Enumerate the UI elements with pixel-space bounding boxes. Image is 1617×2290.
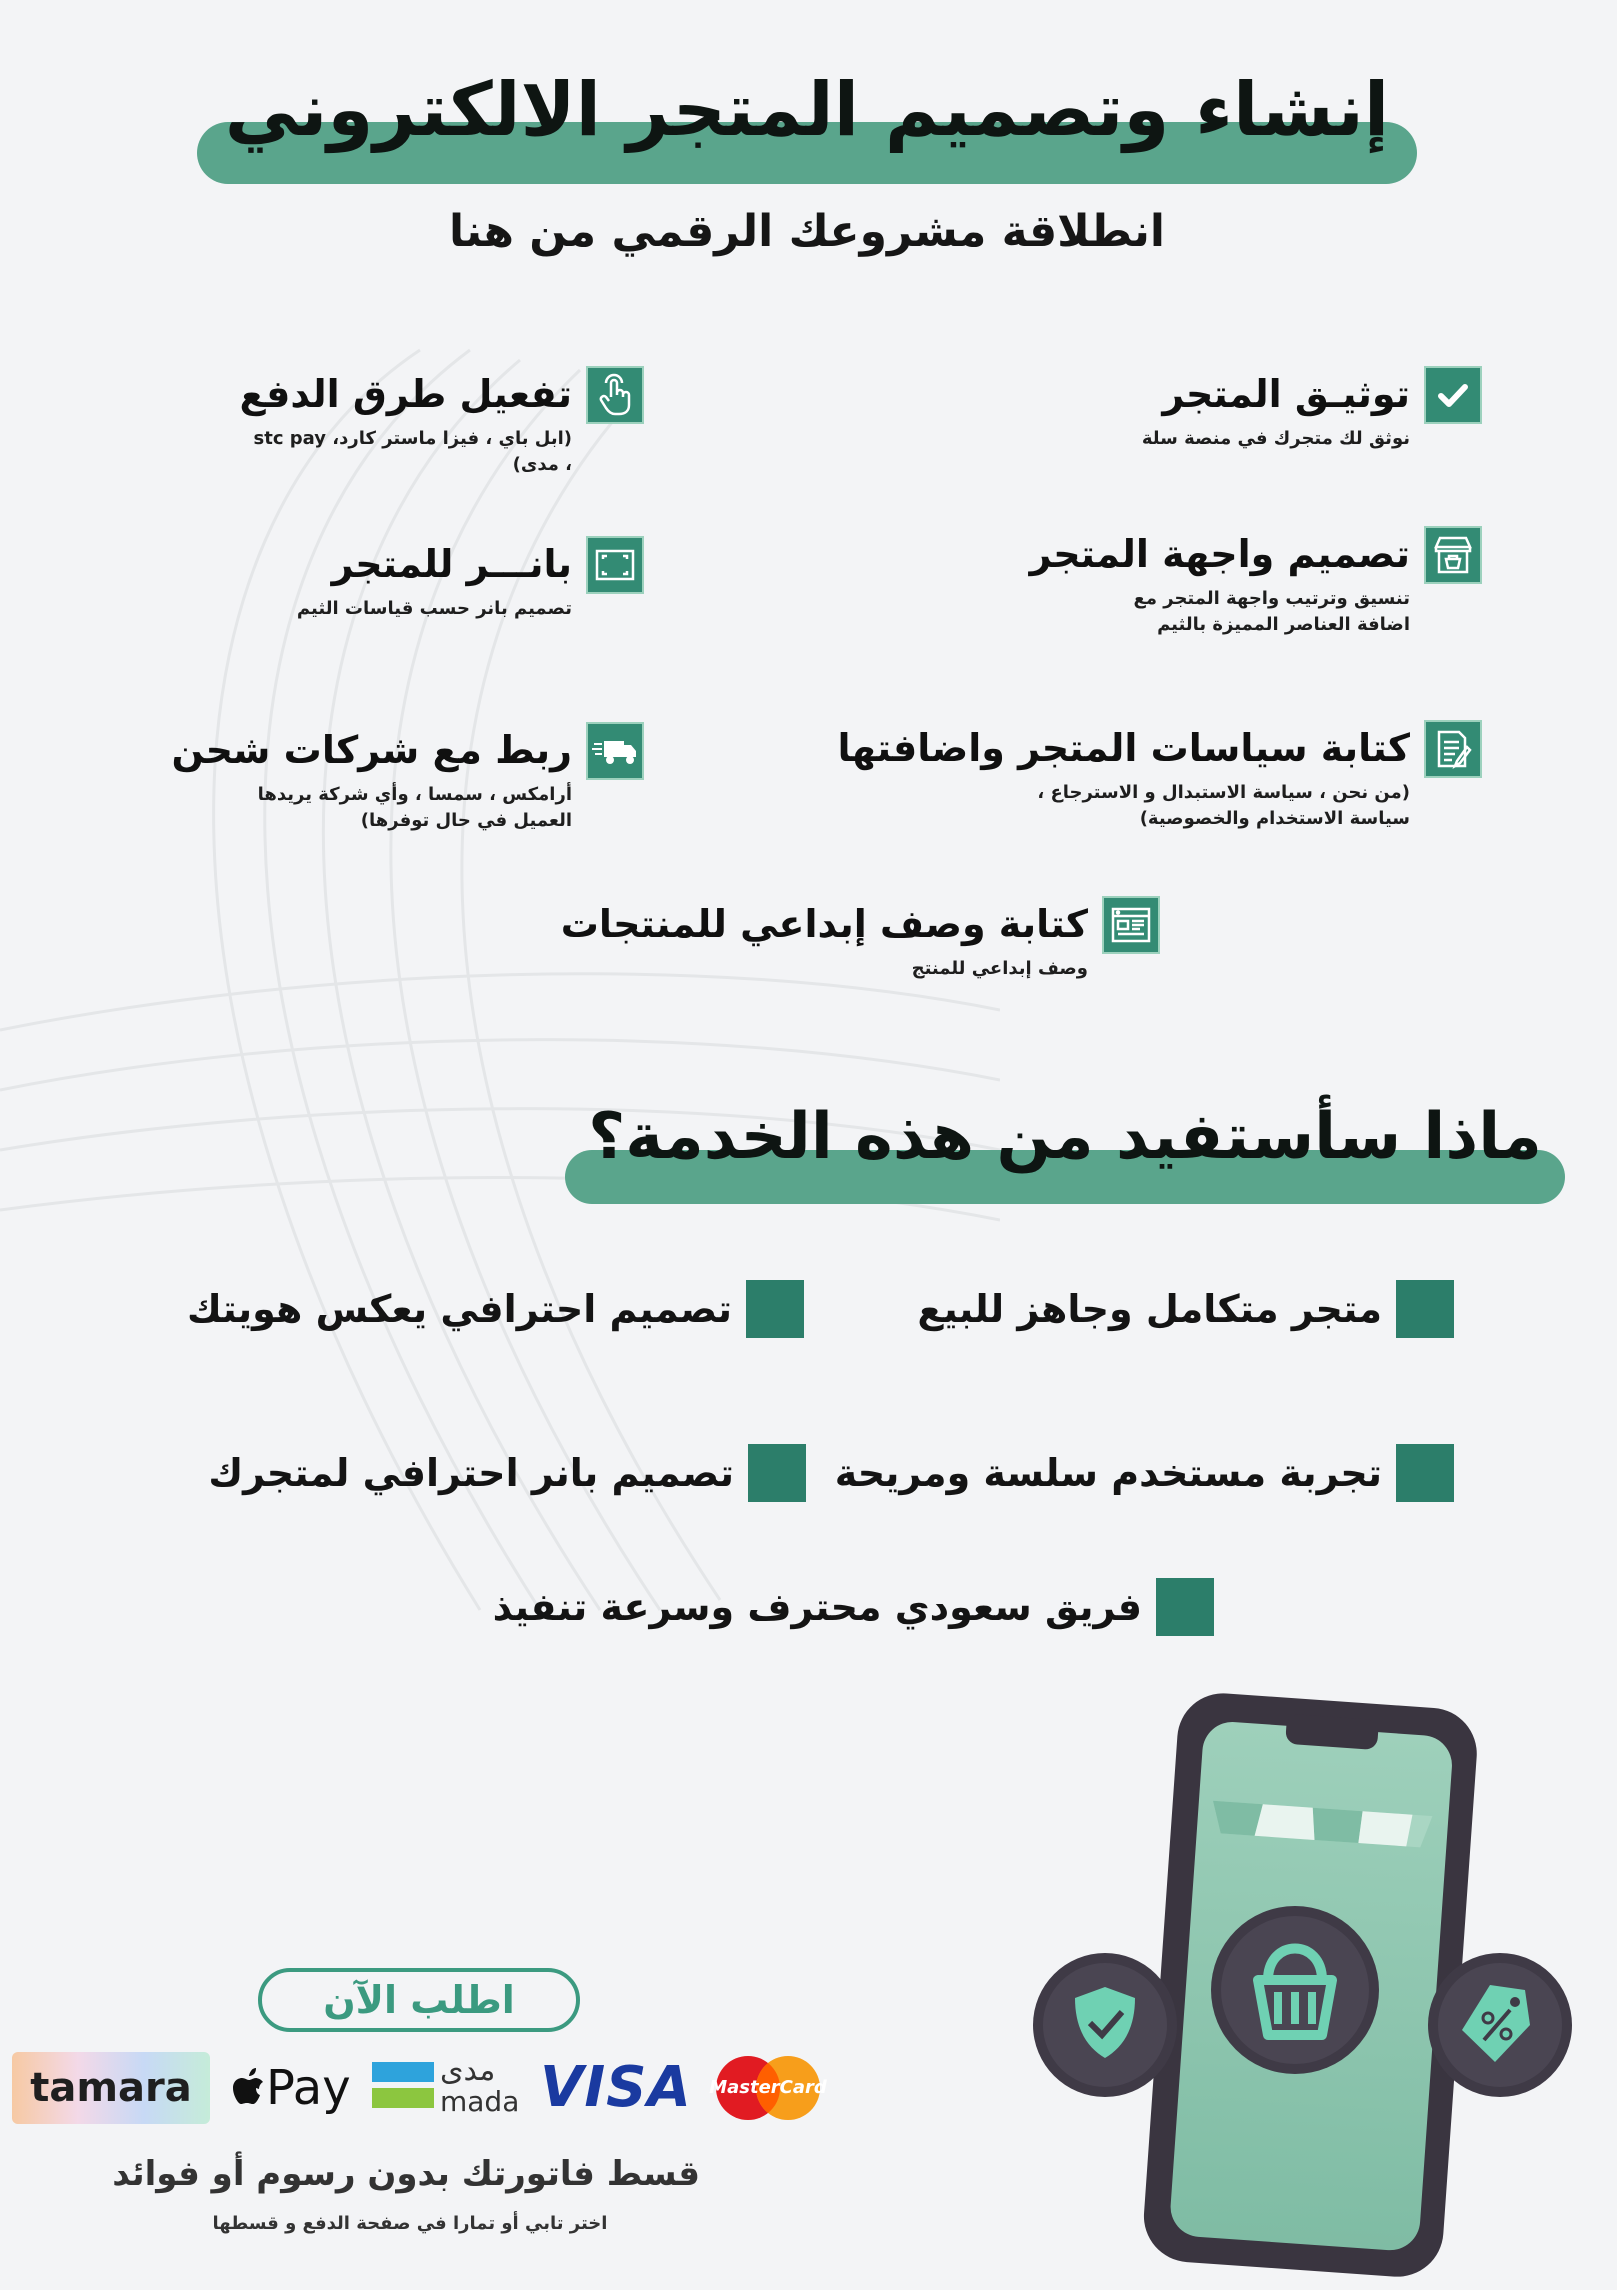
feature-description: (ابل باي ، فيزا ماستر كارد، stc pay ، مدى) [253,428,572,475]
page-title: إنشاء وتصميم المتجر الالكتروني [224,67,1390,153]
benefit-text: تجربة مستخدم سلسة ومريحة [834,1451,1382,1495]
feature-description: نوثق لك متجرك في منصة سلة [1141,428,1410,449]
payment-methods-row [12,2050,832,2126]
feature-description: تنسيق وترتيب واجهة المتجر مع اضافة العناصر المميزة بالثيم [1133,588,1410,635]
feature-payment-methods [150,366,644,486]
benefit-item [208,1444,806,1504]
check-icon [1424,366,1482,424]
apple-pay-logo [230,2056,370,2120]
installment-subtext: اختر تابي أو تمارا في صفحة الدفع و قسطها [212,2213,608,2234]
mastercard-text: MasterCard [709,2077,827,2098]
mada-arabic-text: مدى [440,2053,496,2088]
benefit-text: فريق سعودي محترف وسرعة تنفيذ [492,1585,1142,1629]
feature-store-banner [150,536,644,636]
benefits-title: ماذا سأستفيد من هذه الخدمة؟ [588,1100,1542,1174]
apple-pay-text: Pay [266,2060,351,2116]
mada-english-text: mada [440,2085,520,2118]
feature-product-descriptions [560,896,1160,996]
feature-store-policies [830,720,1482,840]
benefit-item [900,1280,1454,1340]
mastercard-logo [706,2054,830,2122]
benefit-item [492,1578,1214,1638]
feature-title: توثيـق المتجر [1162,372,1410,416]
tamara-logo: tamara [12,2052,210,2124]
feature-description: وصف إبداعي للمنتج [911,958,1088,979]
apple-icon [230,2066,266,2110]
benefit-text: تصميم احترافي يعكس هويتك [187,1287,732,1331]
feature-title: تصميم واجهة المتجر [1029,532,1410,576]
feature-title: تفعيل طرق الدفع [239,372,572,416]
storefront-icon [1424,526,1482,584]
feature-store-verification [1000,366,1482,466]
installment-text: قسط فاتورتك بدون رسوم أو فوائد [112,2154,700,2194]
page-subtitle: انطلاقة مشروعك الرقمي من هنا [448,206,1166,257]
feature-store-front-design [1000,526,1482,646]
benefit-text: تصميم بانر احترافي لمتجرك [208,1451,734,1495]
benefit-text: متجر متكامل وجاهز للبيع [917,1287,1382,1331]
bullet-square-icon [1156,1578,1214,1636]
feature-title: كتابة سياسات المتجر واضافتها [837,726,1410,770]
feature-title: ربط مع شركات شحن [171,728,572,772]
discount-tag-icon [1428,1953,1572,2097]
feature-description: تصميم بانر حسب قياسات الثيم [296,598,572,619]
bullet-square-icon [748,1444,806,1502]
bullet-square-icon [746,1280,804,1338]
tap-hand-icon [586,366,644,424]
visa-logo: VISA [540,2055,692,2120]
delivery-truck-icon [586,722,644,780]
bullet-square-icon [1396,1444,1454,1502]
feature-description: (من نحن ، سياسة الاستبدال و الاسترجاع ، سياسة الاستخدام والخصوصية) [1037,782,1410,829]
shield-icon [1033,1953,1177,2097]
web-page-icon [1102,896,1160,954]
feature-title: بانـــر للمتجر [331,542,572,586]
benefit-item [834,1444,1454,1504]
document-edit-icon [1424,720,1482,778]
banner-frame-icon [586,536,644,594]
order-now-button[interactable]: اطلب الآن [258,1968,580,2032]
basket-icon [1211,1906,1379,2074]
bullet-square-icon [1396,1280,1454,1338]
feature-description: أرامكس ، سمسا ، وأي شركة يريدها العميل في حال توفرها) [257,784,572,831]
benefit-item [180,1280,804,1340]
feature-title: كتابة وصف إبداعي للمنتجات [560,902,1088,946]
mada-logo [372,2053,532,2120]
feature-shipping-integration [150,722,644,842]
phone-store-illustration [1010,1690,1600,2290]
